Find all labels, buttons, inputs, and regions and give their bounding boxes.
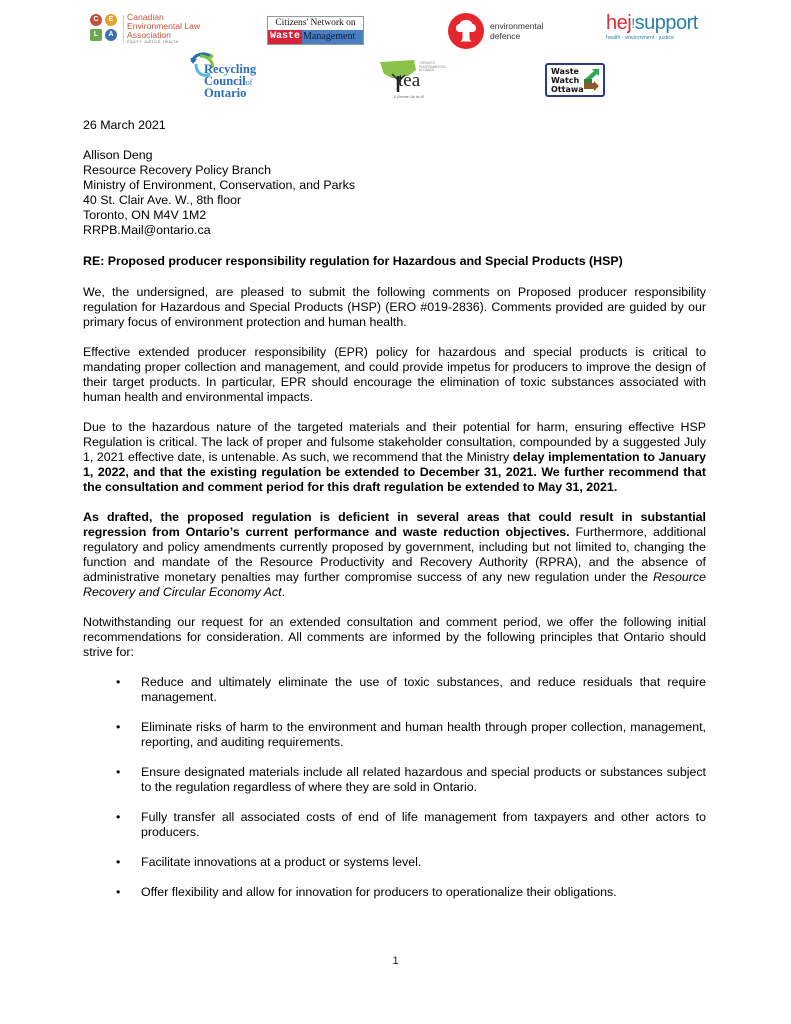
cela-tagline: EQUITY. JUSTICE. HEALTH. bbox=[127, 40, 180, 44]
wwo-arrows-icon bbox=[582, 68, 600, 92]
paragraph-principles-intro: Notwithstanding our request for an extended consultation and comment period, we offer the following initial recommendations for consideration. All comments are informed by the following principles that Ontario should strive for: bbox=[83, 615, 706, 659]
hej-tagline: health · environment · justice bbox=[606, 35, 675, 41]
ed-wordmark: environmental defence bbox=[490, 21, 544, 41]
act-title: Resource Recovery and Circular Economy Act bbox=[83, 570, 706, 599]
delay-recommendation: delay implementation to January 1, 2022, and that the existing regulation be extended to December 31, 2021. We further recommend that the consultation and comment period for this draft regulation be extended to May 31, 2021. bbox=[83, 450, 706, 494]
bullet-icon: • bbox=[116, 810, 121, 824]
tea-wordmark: tea bbox=[398, 70, 421, 91]
hej-wordmark: hej!support bbox=[606, 12, 698, 34]
list-item: • Ensure designated materials include all related hazardous and special products or substances subject to the regulation regardless of where they are sold in Ontario. bbox=[116, 765, 706, 794]
list-item: • Fully transfer all associated costs of end of life management from taxpayers and other actors to producers. bbox=[116, 810, 706, 839]
bullet-icon: • bbox=[116, 765, 121, 779]
citizens-network-logo bbox=[267, 16, 364, 45]
logo-divider bbox=[123, 15, 124, 43]
subject-line: RE: Proposed producer responsibility regulation for Hazardous and Special Products (HSP) bbox=[83, 254, 623, 268]
list-item: • Eliminate risks of harm to the environment and human health through proper collection, management, reporting, and auditing requirements. bbox=[116, 720, 706, 749]
recipient-name: Allison Deng bbox=[83, 148, 153, 162]
list-item: • Offer flexibility and allow for innovation for producers to operationalize their obligations. bbox=[116, 885, 617, 899]
paragraph-epr: Effective extended producer responsibility (EPR) policy for hazardous and special products is critical to mandating proper collection and management, and could provide impetus for producers to improve the design of their target products. In particular, EPR should encourage the elimination of toxic substances associated with human health and environmental impacts. bbox=[83, 345, 706, 404]
letter-body bbox=[83, 118, 706, 915]
cela-logo bbox=[88, 12, 201, 45]
list-item: • Facilitate innovations at a product or systems level. bbox=[116, 855, 422, 869]
recipient-ministry: Ministry of Environment, Conservation, and Parks bbox=[83, 178, 356, 192]
bullet-icon: • bbox=[116, 675, 121, 689]
recipient-address bbox=[83, 148, 706, 238]
wwo-wordmark: Waste Watch Ottawa bbox=[551, 67, 584, 94]
bullet-icon: • bbox=[116, 720, 121, 734]
rco-wordmark: Recycling Councilof Ontario bbox=[204, 62, 257, 100]
letter-date: 26 March 2021 bbox=[83, 118, 166, 132]
paragraph-intro: We, the undersigned, are pleased to submit the following comments on Proposed producer responsibility regulation for Hazardous and Special Products (HSP) (ERO #019-2836). Comments provided are guided by our primary focus of environment protection and human health. bbox=[83, 285, 706, 329]
tea-logo bbox=[376, 60, 466, 102]
cnwm-top-line: Citizens' Network on bbox=[275, 18, 356, 28]
waste-watch-ottawa-logo bbox=[545, 63, 605, 97]
bullet-icon: • bbox=[116, 855, 121, 869]
recipient-email: RRPB.Mail@ontario.ca bbox=[83, 223, 211, 237]
tea-fullname: TORONTO ENVIRONMENTAL ALLIANCE bbox=[419, 61, 447, 73]
recipient-street: 40 St. Clair Ave. W., 8th floor bbox=[83, 193, 242, 207]
tree-icon bbox=[448, 13, 484, 49]
cela-mark-icon: C E L A bbox=[90, 14, 120, 44]
environmental-defence-logo bbox=[448, 13, 558, 49]
principles-list bbox=[83, 675, 706, 900]
paragraph-delay: Due to the hazardous nature of the targeted materials and their potential for harm, ensuring effective HSP Regulation is critical. The lack of proper and fulsome stakeholder consultation, compounded by a suggested July 1, 2021 effective date, is untenable. As such, we recommend that the Ministry delay implementation to January 1, 2022, and that the existing regulation be extended to December 31, 2021. We further recommend that the consultation and comment period for this draft regulation be extended to May 31, 2021. bbox=[83, 420, 706, 494]
bullet-icon: • bbox=[116, 885, 121, 899]
recycling-council-logo bbox=[188, 50, 268, 106]
recipient-branch: Resource Recovery Policy Branch bbox=[83, 163, 272, 177]
list-item: • Reduce and ultimately eliminate the use of toxic substances, and reduce residuals that require management. bbox=[116, 675, 706, 704]
hej-support-logo bbox=[606, 12, 706, 48]
recipient-city: Toronto, ON M4V 1M2 bbox=[83, 208, 207, 222]
paragraph-deficiencies: As drafted, the proposed regulation is deficient in several areas that could result in substantial regression from Ontario’s current performance and waste reduction objectives. Furthermore, additional regulatory and policy amendments currently proposed by government, including but not limited to, changing the function and mandate of the Resource Productivity and Recovery Authority (RPRA), and the absence of administrative monetary penalties may further compromise success of any new regulation under the Resource Recovery and Circular Economy Act. bbox=[83, 510, 706, 599]
tea-tagline: A Greener City for All bbox=[394, 95, 424, 99]
page-number: 1 bbox=[392, 955, 399, 967]
cela-name: Canadian Environmental Law Association bbox=[127, 12, 201, 40]
cnwm-bottom-line: Waste Management bbox=[268, 30, 363, 44]
